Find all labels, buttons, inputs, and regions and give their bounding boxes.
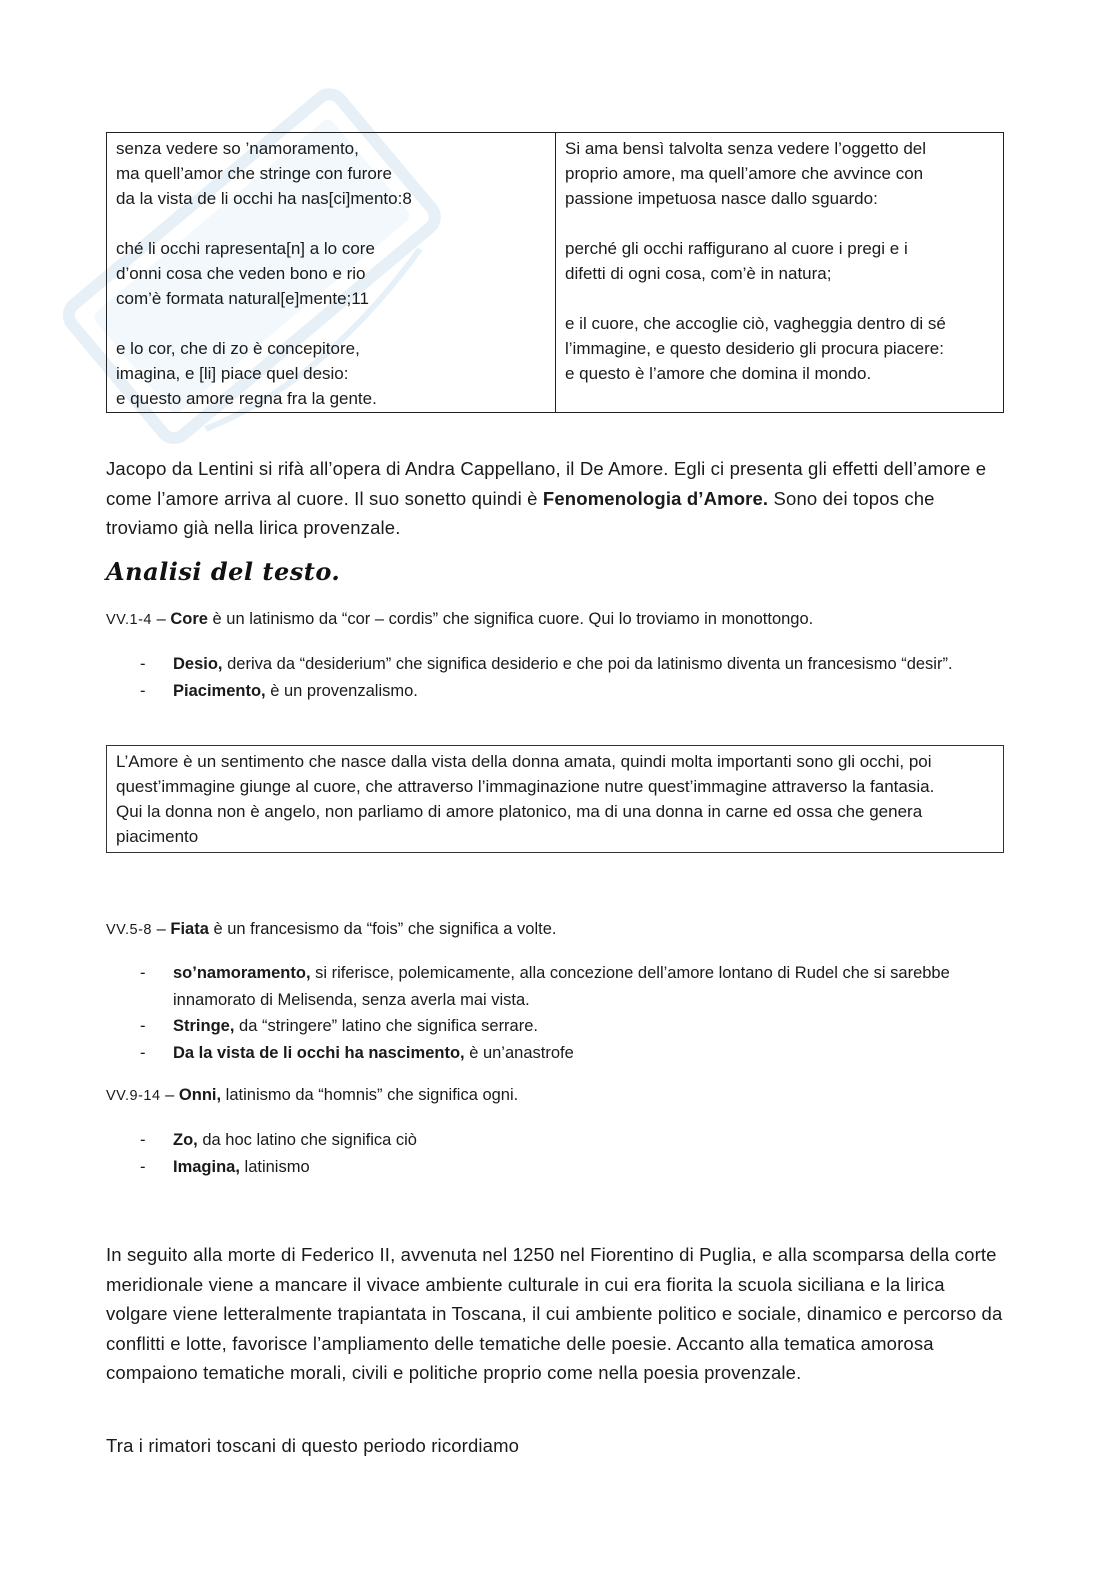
- section-vv9-14: VV.9-14 – Onni, latinismo da “homnis” che significa ogni.: [106, 1086, 519, 1104]
- poem-line: com’è formata natural[e]mente;11: [116, 289, 369, 308]
- summary-box-line: Qui la donna non è angelo, non parliamo di amore platonico, ma di una donna in carne ed ossa che genera piacimento: [116, 802, 923, 846]
- poem-translation-column: [556, 133, 1004, 413]
- poem-stanza: [565, 236, 995, 286]
- intro-paragraph: Jacopo da Lentini si rifà all’opera di Andra Cappellano, il De Amore. Egli ci presenta gli effetti dell’amore e come l’amore arriva al cuore. Il suo sonetto quindi è Fenomenologia d’Amore. Sono dei topos che troviamo già nella lirica provenzale.: [106, 458, 987, 538]
- section-vv1-4: VV.1-4 – Core è un latinismo da “cor – cordis” che significa cuore. Qui lo troviamo in monottongo.: [106, 610, 814, 628]
- poem-line: Si ama bensì talvolta senza vedere l’oggetto del: [565, 139, 927, 158]
- poem-line: l’immagine, e questo desiderio gli procura piacere:: [565, 339, 944, 358]
- list-item: - Da la vista de li occhi ha nascimento, è un’anastrofe: [140, 1043, 574, 1062]
- poem-stanza: [565, 311, 995, 386]
- poem-line: ma quell’amor che stringe con furore: [116, 164, 392, 183]
- poem-original-column: [107, 133, 556, 413]
- final-line: Tra i rimatori toscani di questo periodo ricordiamo: [106, 1435, 520, 1456]
- section2-list: [140, 960, 1002, 1066]
- poem-line: difetti di ogni cosa, com’è in natura;: [565, 264, 832, 283]
- section1-list: [140, 651, 1002, 704]
- section-vv5-8: VV.5-8 – Fiata è un francesismo da “fois” che significa a volte.: [106, 920, 557, 938]
- summary-box: [106, 745, 1004, 853]
- poem-line: imagina, e [li] piace quel desio:: [116, 364, 349, 383]
- poem-line: senza vedere so ’namoramento,: [116, 139, 359, 158]
- list-item: - Imagina, latinismo: [140, 1157, 310, 1176]
- list-item: - Stringe, da “stringere” latino che significa serrare.: [140, 1017, 538, 1035]
- poem-line: da la vista de li occhi ha nas[ci]mento:8: [116, 189, 412, 208]
- list-item: - Zo, da hoc latino che significa ciò: [140, 1131, 417, 1149]
- closing-paragraph: In seguito alla morte di Federico II, avvenuta nel 1250 nel Fiorentino di Puglia, e alla scomparsa della corte meridionale viene a mancare il vivace ambiente culturale in cui era fiorita la scuola siciliana e la lirica volgare viene letteralmente trapiantata in Toscana, il cui ambiente politico e sociale, dinamico e percorso da conflitti e lotte, favorisce l’ampliamento delle tematiche delle poesie. Accanto alla tematica amorosa compaiono tematiche morali, civili e politiche proprio come nella poesia provenzale.: [106, 1244, 1003, 1383]
- poem-line: e questo è l’amore che domina il mondo.: [565, 364, 872, 383]
- summary-box-line: L’Amore è un sentimento che nasce dalla vista della donna amata, quindi molta importanti sono gli occhi, poi quest’immagine giunge al cuore, che attraverso l’immaginazione nutre quest’immagine attraverso la fantasia.: [116, 752, 935, 796]
- list-item: - Piacimento, è un provenzalismo.: [140, 681, 418, 700]
- verse-ref: VV.1-4: [106, 612, 152, 628]
- intro-bold-term: Fenomenologia d’Amore.: [542, 487, 769, 509]
- section3-list: [140, 1127, 1002, 1180]
- poem-line: e il cuore, che accoglie ciò, vagheggia dentro di sé: [565, 314, 946, 333]
- poem-stanza: [116, 336, 547, 411]
- list-item: - so’namoramento, si riferisce, polemicamente, alla concezione dell’amore lontano di Rudel che si sarebbe innamorato di Melisenda, senza averla mai vista.: [140, 964, 950, 1009]
- poem-line: perché gli occhi raffigurano al cuore i pregi e i: [565, 239, 908, 258]
- poem-line: e lo cor, che di zo è concepitore,: [116, 339, 360, 358]
- analysis-heading: Analisi del testo.: [106, 557, 341, 586]
- poem-stanza: [116, 136, 547, 211]
- poem-line: d’onni cosa che veden bono e rio: [116, 264, 366, 283]
- verse-ref: VV.9-14: [106, 1088, 161, 1104]
- poem-line: e questo amore regna fra la gente.: [116, 389, 377, 408]
- poem-table: [106, 132, 1004, 413]
- poem-stanza: [116, 236, 547, 311]
- poem-line: proprio amore, ma quell’amore che avvince con: [565, 164, 924, 183]
- verse-ref: VV.5-8: [106, 922, 152, 938]
- poem-stanza: [565, 136, 995, 211]
- list-item: - Desio, deriva da “desiderium” che significa desiderio e che poi da latinismo diventa un francesismo “desir”.: [140, 655, 953, 673]
- poem-line: passione impetuosa nasce dallo sguardo:: [565, 189, 878, 208]
- poem-line: ché li occhi rapresenta[n] a lo core: [116, 239, 375, 258]
